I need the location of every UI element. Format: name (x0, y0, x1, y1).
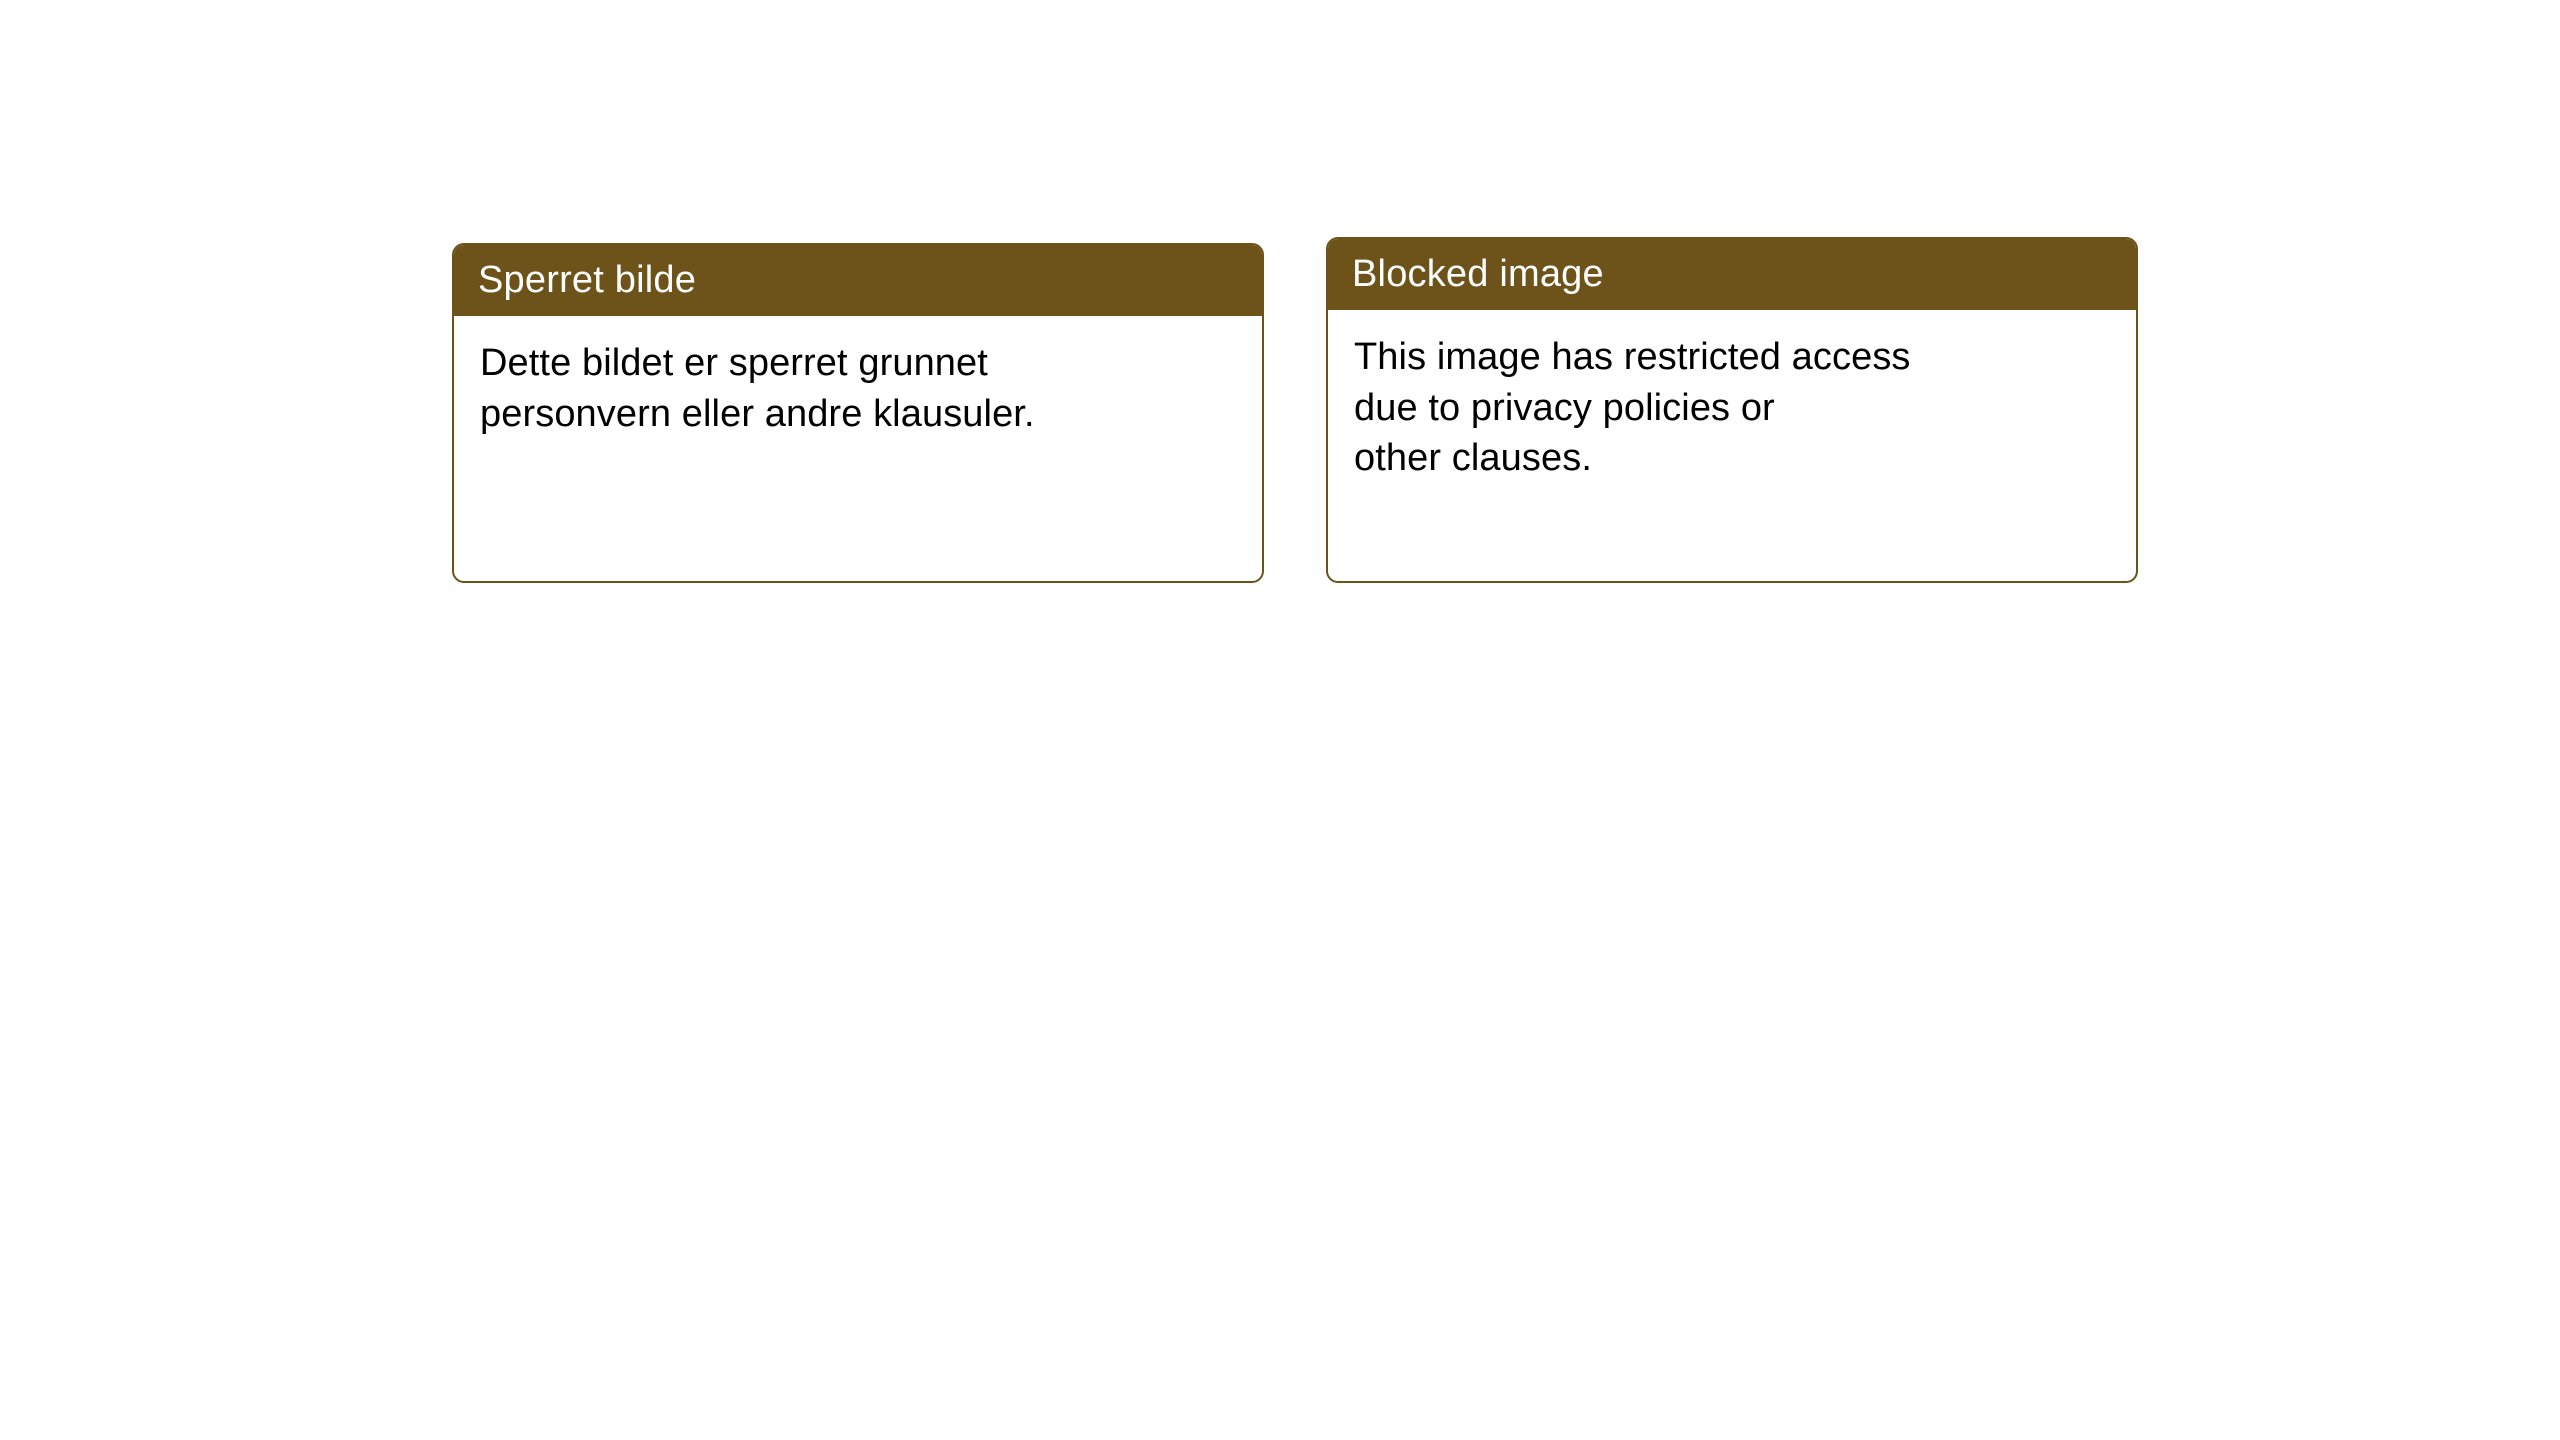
notice-body-norwegian (454, 316, 1262, 439)
notice-body-line: This image has restricted access (1354, 336, 1911, 378)
notice-body-english (1328, 310, 2136, 484)
notice-body-line: other clauses. (1354, 437, 1592, 480)
blocked-image-notice-english (1326, 237, 2138, 583)
notice-title-english: Blocked image (1328, 239, 2136, 310)
notice-body-line: personvern eller andre klausuler. (480, 392, 1035, 435)
blocked-image-notice-norwegian (452, 243, 1264, 583)
notice-body-line: due to privacy policies or (1354, 386, 1775, 429)
notice-body-line: Dette bildet er sperret grunnet (480, 342, 988, 384)
notice-title-norwegian: Sperret bilde (454, 245, 1262, 316)
